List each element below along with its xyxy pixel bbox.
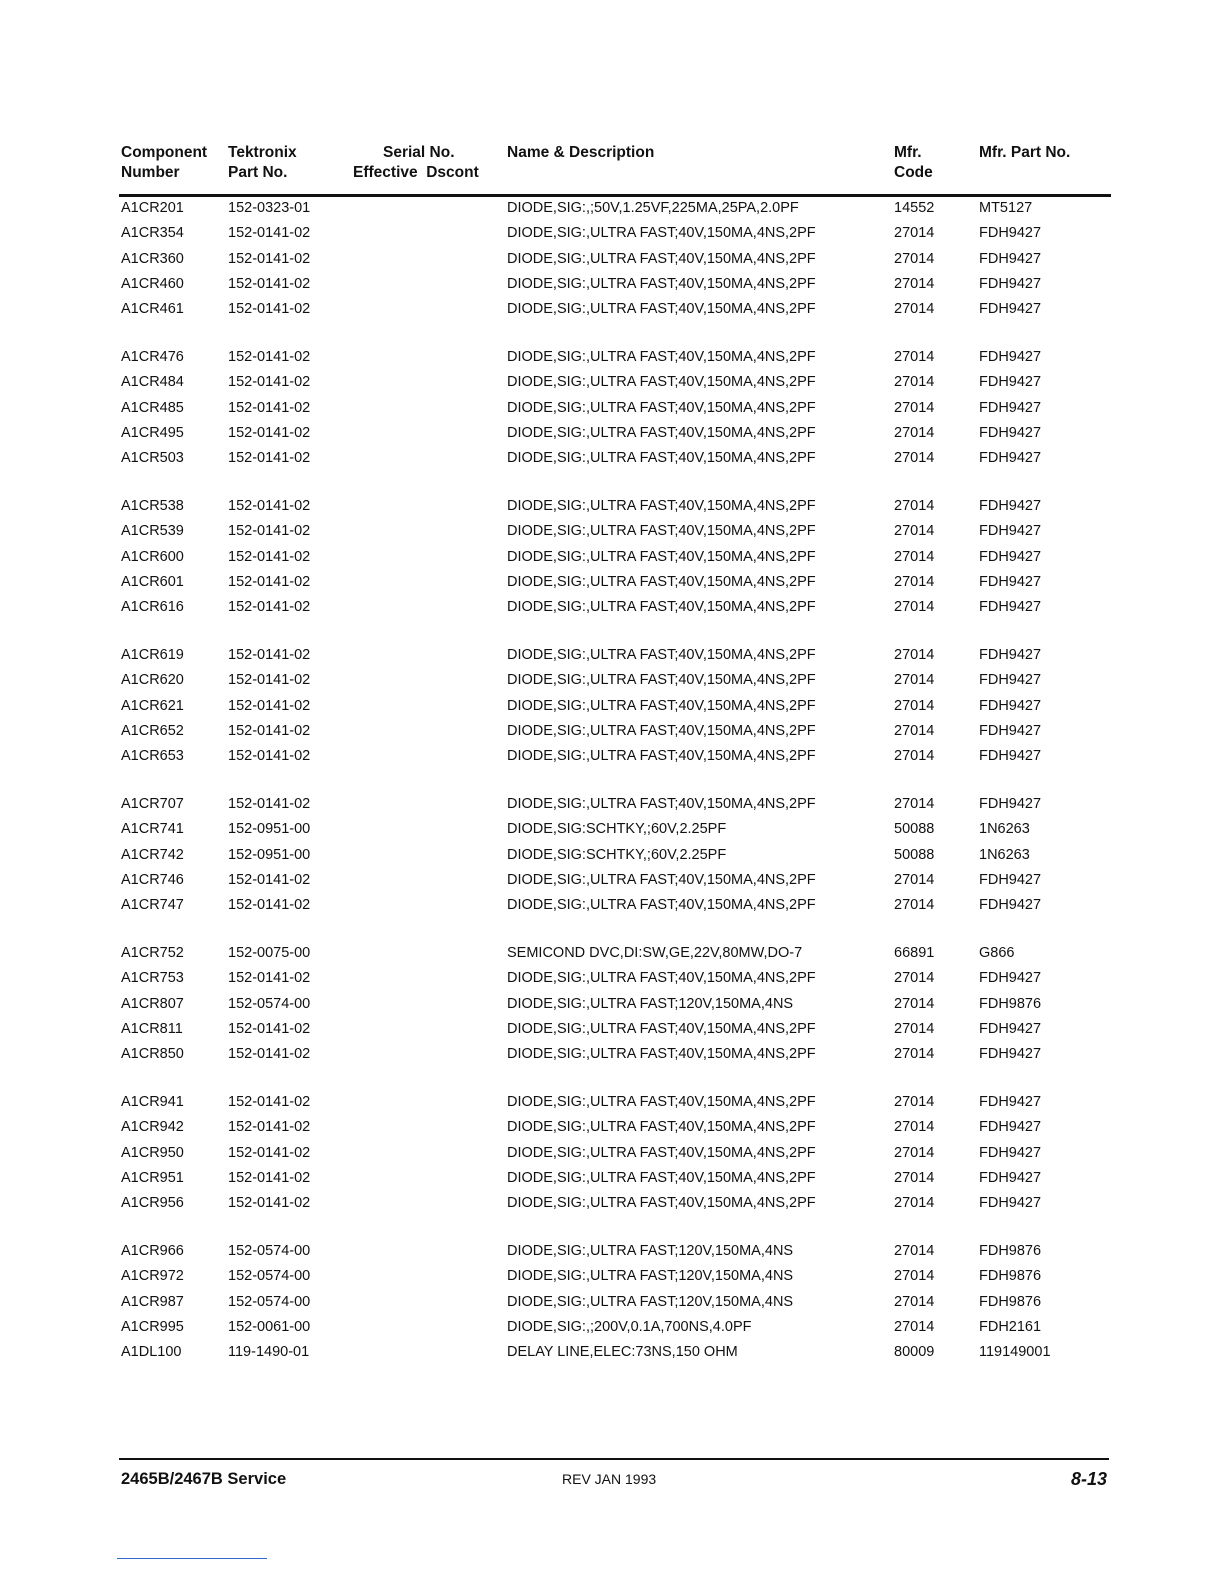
tektronix-part-number: 152-0141-02 <box>228 1094 311 1110</box>
tektronix-part-number: 152-0951-00 <box>228 821 311 838</box>
table-row <box>0 745 1224 767</box>
tektronix-part-number: 152-0141-02 <box>228 548 311 565</box>
mfr-code: 27014 <box>894 995 935 1012</box>
header-serial-line1: Serial No. <box>383 144 455 161</box>
name-description: DIODE,SIG:,ULTRA FAST;40V,150MA,4NS,2PF <box>507 523 816 540</box>
name-description: DIODE,SIG:,ULTRA FAST;40V,150MA,4NS,2PF <box>507 548 816 565</box>
component-number: A1CR538 <box>121 498 184 514</box>
table-row <box>0 894 1224 916</box>
name-description: DIODE,SIG:,ULTRA FAST;40V,150MA,4NS,2PF <box>507 1046 816 1063</box>
component-number: A1CR995 <box>121 1318 184 1335</box>
footer-revision: REV JAN 1993 <box>562 1471 657 1487</box>
table-row <box>0 1240 1224 1262</box>
tektronix-part-number: 152-0141-02 <box>228 349 311 365</box>
mfr-part-number: FDH9427 <box>979 374 1042 391</box>
mfr-part-number: FDH9427 <box>979 349 1042 365</box>
name-description: DIODE,SIG:,ULTRA FAST;40V,150MA,4NS,2PF <box>507 647 816 663</box>
tektronix-part-number: 152-0061-00 <box>228 1318 311 1335</box>
mfr-part-number: FDH9427 <box>979 871 1042 888</box>
name-description: DIODE,SIG:,ULTRA FAST;40V,150MA,4NS,2PF <box>507 748 816 765</box>
name-description: DIODE,SIG:,ULTRA FAST;40V,150MA,4NS,2PF <box>507 450 816 467</box>
mfr-part-number: FDH9427 <box>979 647 1042 663</box>
mfr-part-number: FDH2161 <box>979 1318 1042 1335</box>
header-mfr-part <box>979 143 1070 163</box>
tektronix-part-number: 152-0574-00 <box>228 1268 311 1285</box>
mfr-code: 66891 <box>894 945 935 961</box>
mfr-code: 27014 <box>894 250 935 267</box>
table-row <box>0 844 1224 866</box>
component-number: A1DL100 <box>121 1344 182 1361</box>
table-row <box>0 546 1224 568</box>
table-row <box>0 422 1224 444</box>
table-row <box>0 1167 1224 1189</box>
name-description: DIODE,SIG:,ULTRA FAST;40V,150MA,4NS,2PF <box>507 225 816 242</box>
header-name-description <box>507 143 654 163</box>
table-row <box>0 720 1224 742</box>
mfr-code: 27014 <box>894 1318 935 1335</box>
header-mfr-code-line1: Mfr. <box>894 144 922 161</box>
tektronix-part-number: 119-1490-01 <box>228 1344 310 1361</box>
stray-underline <box>117 1558 267 1559</box>
tektronix-part-number: 152-0141-02 <box>228 450 311 467</box>
table-row <box>0 346 1224 368</box>
mfr-code: 14552 <box>894 200 935 216</box>
name-description: DIODE,SIG:,ULTRA FAST;40V,150MA,4NS,2PF <box>507 573 816 590</box>
name-description: DIODE,SIG:,ULTRA FAST;40V,150MA,4NS,2PF <box>507 796 816 812</box>
mfr-code: 27014 <box>894 1144 935 1161</box>
mfr-code: 27014 <box>894 1293 935 1310</box>
component-number: A1CR653 <box>121 748 184 765</box>
component-number: A1CR956 <box>121 1195 184 1212</box>
table-row <box>0 669 1224 691</box>
tektronix-part-number: 152-0141-02 <box>228 796 311 812</box>
name-description: DIODE,SIG:,ULTRA FAST;40V,150MA,4NS,2PF <box>507 301 816 318</box>
mfr-code: 27014 <box>894 1094 935 1110</box>
table-row <box>0 1316 1224 1338</box>
mfr-part-number: FDH9427 <box>979 1046 1042 1063</box>
tektronix-part-number: 152-0141-02 <box>228 523 311 540</box>
component-number: A1CR620 <box>121 672 184 689</box>
header-serial <box>353 143 483 183</box>
header-mfr-code <box>894 143 933 183</box>
component-number: A1CR476 <box>121 349 184 365</box>
mfr-code: 27014 <box>894 1268 935 1285</box>
component-number: A1CR807 <box>121 995 184 1012</box>
component-number: A1CR811 <box>121 1020 183 1037</box>
table-row <box>0 1341 1224 1363</box>
tektronix-part-number: 152-0951-00 <box>228 846 311 863</box>
header-tektronix-line2: Part No. <box>228 164 288 181</box>
mfr-part-number: FDH9427 <box>979 399 1042 416</box>
mfr-code: 27014 <box>894 1169 935 1186</box>
table-row <box>0 397 1224 419</box>
component-number: A1CR201 <box>121 200 184 216</box>
table-row <box>0 644 1224 666</box>
table-row <box>0 942 1224 964</box>
component-number: A1CR600 <box>121 548 184 565</box>
tektronix-part-number: 152-0141-02 <box>228 1144 311 1161</box>
table-row <box>0 1116 1224 1138</box>
mfr-code: 27014 <box>894 399 935 416</box>
tektronix-part-number: 152-0574-00 <box>228 1243 311 1259</box>
tektronix-part-number: 152-0141-02 <box>228 897 311 914</box>
name-description: DIODE,SIG:SCHTKY,;60V,2.25PF <box>507 846 727 863</box>
tektronix-part-number: 152-0141-02 <box>228 697 311 714</box>
component-number: A1CR619 <box>121 647 184 663</box>
mfr-part-number: G866 <box>979 945 1015 961</box>
mfr-part-number: FDH9427 <box>979 1119 1042 1136</box>
header-component-line1: Component <box>121 144 208 161</box>
tektronix-part-number: 152-0141-02 <box>228 498 311 514</box>
name-description: DIODE,SIG:,ULTRA FAST;40V,150MA,4NS,2PF <box>507 424 816 441</box>
name-description: DIODE,SIG:,ULTRA FAST;40V,150MA,4NS,2PF <box>507 1094 816 1110</box>
component-number: A1CR652 <box>121 722 184 739</box>
component-number: A1CR951 <box>121 1169 184 1186</box>
component-number: A1CR484 <box>121 374 184 391</box>
name-description: DIODE,SIG:,ULTRA FAST;40V,150MA,4NS,2PF <box>507 498 816 514</box>
mfr-part-number: FDH9427 <box>979 1195 1042 1212</box>
mfr-code: 27014 <box>894 871 935 888</box>
mfr-code: 27014 <box>894 349 935 365</box>
tektronix-part-number: 152-0141-02 <box>228 1195 311 1212</box>
table-row <box>0 1291 1224 1313</box>
tektronix-part-number: 152-0141-02 <box>228 722 311 739</box>
table-row <box>0 1091 1224 1113</box>
component-number: A1CR742 <box>121 846 184 863</box>
component-number: A1CR485 <box>121 399 184 416</box>
name-description: DIODE,SIG:,ULTRA FAST;40V,150MA,4NS,2PF <box>507 1020 816 1037</box>
component-number: A1CR972 <box>121 1268 184 1285</box>
mfr-code: 27014 <box>894 424 935 441</box>
name-description: DELAY LINE,ELEC:73NS,150 OHM <box>507 1344 738 1361</box>
component-number: A1CR966 <box>121 1243 184 1259</box>
mfr-part-number: FDH9427 <box>979 1169 1042 1186</box>
name-description: DIODE,SIG:,ULTRA FAST;40V,150MA,4NS,2PF <box>507 871 816 888</box>
component-number: A1CR601 <box>121 573 184 590</box>
tektronix-part-number: 152-0141-02 <box>228 399 311 416</box>
header-name-description-line1: Name & Description <box>507 144 655 161</box>
mfr-part-number: FDH9876 <box>979 1243 1042 1259</box>
mfr-code: 27014 <box>894 796 935 812</box>
component-number: A1CR621 <box>121 697 184 714</box>
mfr-code: 27014 <box>894 523 935 540</box>
tektronix-part-number: 152-0141-02 <box>228 250 311 267</box>
mfr-part-number: FDH9427 <box>979 722 1042 739</box>
header-mfr-code-line2: Code <box>894 164 933 181</box>
mfr-part-number: FDH9427 <box>979 523 1042 540</box>
mfr-part-number: FDH9427 <box>979 1020 1042 1037</box>
table-row <box>0 1043 1224 1065</box>
table-row <box>0 1192 1224 1214</box>
mfr-part-number: FDH9427 <box>979 301 1042 318</box>
mfr-part-number: FDH9427 <box>979 1144 1042 1161</box>
component-number: A1CR941 <box>121 1094 184 1110</box>
footer-manual-title: 2465B/2467B Service <box>121 1470 287 1488</box>
name-description: DIODE,SIG:,ULTRA FAST;120V,150MA,4NS <box>507 1268 794 1285</box>
mfr-part-number: FDH9427 <box>979 498 1042 514</box>
mfr-part-number: FDH9427 <box>979 672 1042 689</box>
footer-page-number: 8-13 <box>1070 1469 1107 1489</box>
mfr-part-number: FDH9427 <box>979 796 1042 812</box>
name-description: DIODE,SIG:,ULTRA FAST;40V,150MA,4NS,2PF <box>507 349 816 365</box>
name-description: DIODE,SIG:,ULTRA FAST;40V,150MA,4NS,2PF <box>507 1144 816 1161</box>
name-description: DIODE,SIG:,ULTRA FAST;40V,150MA,4NS,2PF <box>507 1195 816 1212</box>
tektronix-part-number: 152-0141-02 <box>228 748 311 765</box>
component-number: A1CR354 <box>121 225 184 242</box>
mfr-part-number: FDH9876 <box>979 1293 1042 1310</box>
tektronix-part-number: 152-0574-00 <box>228 995 311 1012</box>
component-number: A1CR741 <box>121 821 184 838</box>
table-row <box>0 967 1224 989</box>
tektronix-part-number: 152-0141-02 <box>228 301 311 318</box>
mfr-code: 27014 <box>894 275 935 292</box>
mfr-code: 27014 <box>894 225 935 242</box>
mfr-code: 27014 <box>894 897 935 914</box>
tektronix-part-number: 152-0141-02 <box>228 672 311 689</box>
component-number: A1CR503 <box>121 450 184 467</box>
component-number: A1CR461 <box>121 301 184 318</box>
name-description: DIODE,SIG:,ULTRA FAST;40V,150MA,4NS,2PF <box>507 275 816 292</box>
mfr-code: 27014 <box>894 548 935 565</box>
mfr-code: 27014 <box>894 374 935 391</box>
name-description: DIODE,SIG:,ULTRA FAST;40V,150MA,4NS,2PF <box>507 897 816 914</box>
name-description: DIODE,SIG:,;50V,1.25VF,225MA,25PA,2.0PF <box>507 200 799 216</box>
name-description: DIODE,SIG:,ULTRA FAST;40V,150MA,4NS,2PF <box>507 1169 816 1186</box>
component-number: A1CR747 <box>121 897 184 914</box>
component-number: A1CR850 <box>121 1046 184 1063</box>
name-description: DIODE,SIG:,ULTRA FAST;40V,150MA,4NS,2PF <box>507 672 816 689</box>
header-mfr-part-line1: Mfr. Part No. <box>979 144 1071 161</box>
mfr-part-number: FDH9427 <box>979 275 1042 292</box>
mfr-part-number: FDH9427 <box>979 573 1042 590</box>
mfr-code: 27014 <box>894 450 935 467</box>
footer-rule <box>119 1458 1109 1460</box>
tektronix-part-number: 152-0141-02 <box>228 871 311 888</box>
tektronix-part-number: 152-0141-02 <box>228 374 311 391</box>
table-row <box>0 520 1224 542</box>
component-number: A1CR950 <box>121 1144 184 1161</box>
mfr-part-number: 1N6263 <box>979 821 1030 838</box>
name-description: DIODE,SIG:,ULTRA FAST;40V,150MA,4NS,2PF <box>507 399 816 416</box>
mfr-code: 27014 <box>894 498 935 514</box>
header-component <box>121 143 207 183</box>
mfr-code: 27014 <box>894 301 935 318</box>
table-row <box>0 1142 1224 1164</box>
name-description: DIODE,SIG:,ULTRA FAST;40V,150MA,4NS,2PF <box>507 970 816 987</box>
table-row <box>0 571 1224 593</box>
tektronix-part-number: 152-0141-02 <box>228 275 311 292</box>
component-number: A1CR460 <box>121 275 184 292</box>
tektronix-part-number: 152-0141-02 <box>228 970 311 987</box>
tektronix-part-number: 152-0141-02 <box>228 1020 311 1037</box>
mfr-code: 27014 <box>894 573 935 590</box>
mfr-code: 27014 <box>894 1046 935 1063</box>
mfr-code: 27014 <box>894 599 935 616</box>
name-description: DIODE,SIG:SCHTKY,;60V,2.25PF <box>507 821 727 838</box>
mfr-part-number: FDH9427 <box>979 599 1042 616</box>
name-description: DIODE,SIG:,ULTRA FAST;120V,150MA,4NS <box>507 1293 794 1310</box>
table-row <box>0 371 1224 393</box>
name-description: SEMICOND DVC,DI:SW,GE,22V,80MW,DO-7 <box>507 945 803 961</box>
mfr-code: 27014 <box>894 748 935 765</box>
tektronix-part-number: 152-0141-02 <box>228 424 311 441</box>
tektronix-part-number: 152-0075-00 <box>228 945 311 961</box>
tektronix-part-number: 152-0141-02 <box>228 225 311 242</box>
table-row <box>0 1018 1224 1040</box>
table-row <box>0 298 1224 320</box>
component-number: A1CR360 <box>121 250 184 267</box>
mfr-part-number: FDH9876 <box>979 1268 1042 1285</box>
name-description: DIODE,SIG:,ULTRA FAST;40V,150MA,4NS,2PF <box>507 1119 816 1136</box>
tektronix-part-number: 152-0141-02 <box>228 1169 311 1186</box>
table-row <box>0 495 1224 517</box>
mfr-code: 27014 <box>894 722 935 739</box>
table-row <box>0 197 1224 219</box>
mfr-code: 27014 <box>894 1020 935 1037</box>
mfr-part-number: FDH9427 <box>979 250 1042 267</box>
component-number: A1CR616 <box>121 599 184 616</box>
mfr-code: 50088 <box>894 846 935 863</box>
table-row <box>0 869 1224 891</box>
mfr-part-number: MT5127 <box>979 200 1033 216</box>
mfr-part-number: 119149001 <box>979 1344 1051 1361</box>
table-row <box>0 993 1224 1015</box>
tektronix-part-number: 152-0141-02 <box>228 1046 311 1063</box>
tektronix-part-number: 152-0141-02 <box>228 573 311 590</box>
component-number: A1CR495 <box>121 424 184 441</box>
name-description: DIODE,SIG:,ULTRA FAST;120V,150MA,4NS <box>507 1243 794 1259</box>
mfr-part-number: FDH9427 <box>979 748 1042 765</box>
mfr-code: 27014 <box>894 697 935 714</box>
name-description: DIODE,SIG:,ULTRA FAST;40V,150MA,4NS,2PF <box>507 250 816 267</box>
name-description: DIODE,SIG:,ULTRA FAST;40V,150MA,4NS,2PF <box>507 374 816 391</box>
mfr-code: 50088 <box>894 821 935 838</box>
name-description: DIODE,SIG:,ULTRA FAST;40V,150MA,4NS,2PF <box>507 599 816 616</box>
mfr-code: 27014 <box>894 1119 935 1136</box>
mfr-code: 27014 <box>894 970 935 987</box>
tektronix-part-number: 152-0323-01 <box>228 200 311 216</box>
header-tektronix-line1: Tektronix <box>228 144 297 161</box>
name-description: DIODE,SIG:,ULTRA FAST;120V,150MA,4NS <box>507 995 794 1012</box>
mfr-part-number: 1N6263 <box>979 846 1030 863</box>
mfr-part-number: FDH9427 <box>979 970 1042 987</box>
tektronix-part-number: 152-0141-02 <box>228 1119 311 1136</box>
table-row <box>0 248 1224 270</box>
mfr-code: 27014 <box>894 672 935 689</box>
table-row <box>0 222 1224 244</box>
table-row <box>0 695 1224 717</box>
table-row <box>0 447 1224 469</box>
component-number: A1CR539 <box>121 523 184 540</box>
tektronix-part-number: 152-0141-02 <box>228 647 311 663</box>
table-row <box>0 818 1224 840</box>
table-row <box>0 1265 1224 1287</box>
header-tektronix <box>228 143 297 183</box>
mfr-code: 27014 <box>894 647 935 663</box>
name-description: DIODE,SIG:,;200V,0.1A,700NS,4.0PF <box>507 1318 752 1335</box>
component-number: A1CR942 <box>121 1119 184 1136</box>
name-description: DIODE,SIG:,ULTRA FAST;40V,150MA,4NS,2PF <box>507 697 816 714</box>
mfr-code: 80009 <box>894 1344 935 1361</box>
header-component-line2: Number <box>121 164 180 181</box>
name-description: DIODE,SIG:,ULTRA FAST;40V,150MA,4NS,2PF <box>507 722 816 739</box>
mfr-part-number: FDH9427 <box>979 424 1042 441</box>
tektronix-part-number: 152-0574-00 <box>228 1293 311 1310</box>
header-serial-line2: Effective Dscont <box>353 164 479 181</box>
table-row <box>0 793 1224 815</box>
component-number: A1CR752 <box>121 945 184 961</box>
mfr-part-number: FDH9427 <box>979 897 1042 914</box>
mfr-part-number: FDH9427 <box>979 548 1042 565</box>
table-row <box>0 273 1224 295</box>
component-number: A1CR753 <box>121 970 184 987</box>
mfr-part-number: FDH9427 <box>979 225 1042 242</box>
tektronix-part-number: 152-0141-02 <box>228 599 311 616</box>
mfr-code: 27014 <box>894 1243 935 1259</box>
mfr-code: 27014 <box>894 1195 935 1212</box>
component-number: A1CR987 <box>121 1293 184 1310</box>
mfr-part-number: FDH9427 <box>979 1094 1042 1110</box>
table-row <box>0 596 1224 618</box>
component-number: A1CR746 <box>121 871 184 888</box>
mfr-part-number: FDH9427 <box>979 450 1042 467</box>
mfr-part-number: FDH9876 <box>979 995 1042 1012</box>
mfr-part-number: FDH9427 <box>979 697 1042 714</box>
component-number: A1CR707 <box>121 796 184 812</box>
